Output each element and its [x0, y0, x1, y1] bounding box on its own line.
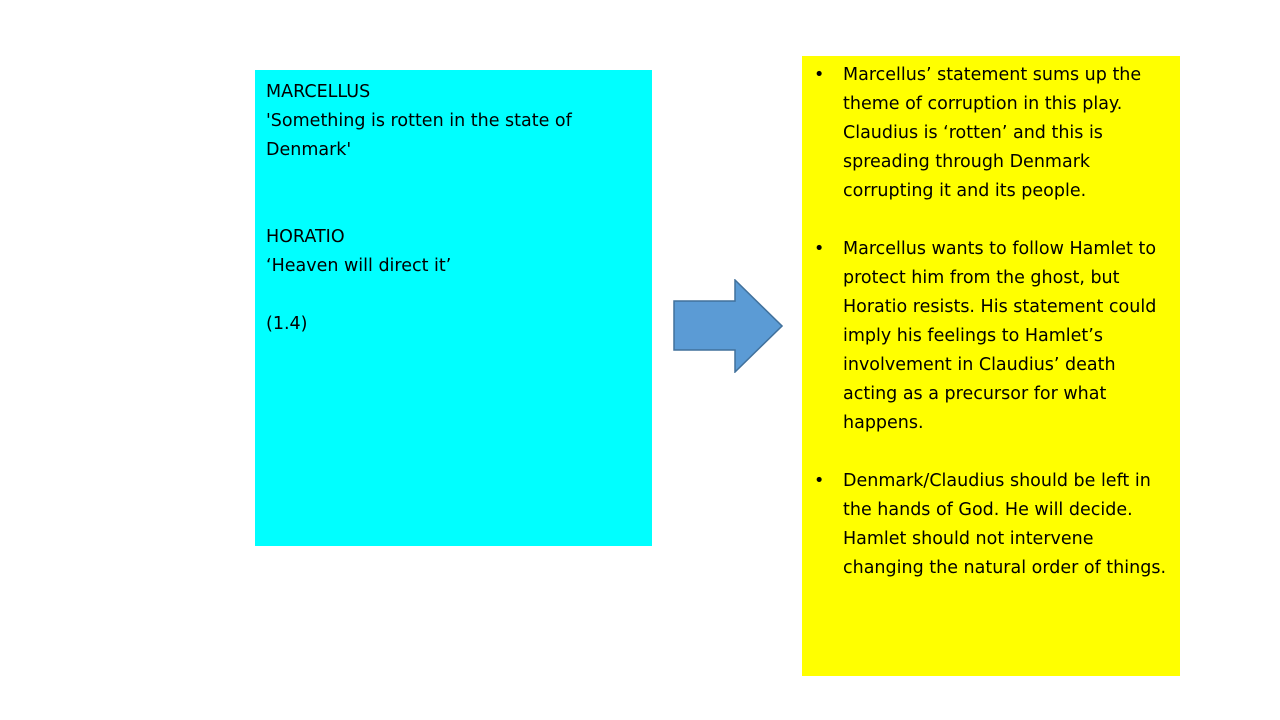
quote-box — [255, 70, 652, 546]
list-item — [814, 467, 1172, 583]
speaker-name: HORATIO — [266, 227, 345, 247]
notes-box — [802, 56, 1180, 676]
blank-line — [266, 281, 642, 310]
speaker-name: MARCELLUS — [266, 82, 371, 102]
right-arrow-icon — [673, 279, 783, 373]
blank-line — [266, 165, 642, 194]
list-item — [814, 61, 1172, 206]
note-text: Marcellus’ statement sums up the theme of corruption in this play. Claudius is ‘rotten’ and this is spreading through Denmark corrupting it and its people. — [843, 65, 1142, 201]
quote-text: 'Something is rotten in the state of Denmark' — [266, 111, 578, 160]
bullet-icon: • — [814, 65, 825, 85]
blank-line — [266, 194, 642, 223]
bullet-icon: • — [814, 239, 825, 259]
bullet-icon: • — [814, 471, 825, 491]
note-text: Denmark/Claudius should be left in the hands of God. He will decide. Hamlet should not intervene changing the natural order of things. — [843, 471, 1167, 578]
list-item — [814, 235, 1172, 438]
act-scene-reference: (1.4) — [266, 314, 308, 334]
notes-list — [814, 61, 1172, 583]
quote-text: ‘Heaven will direct it’ — [266, 256, 452, 276]
arrow-shape — [674, 280, 782, 372]
note-text: Marcellus wants to follow Hamlet to protect him from the ghost, but Horatio resists. His statement could imply his feelings to Hamlet’s involvement in Claudius’ death acting as a precursor for what happens. — [843, 239, 1157, 433]
